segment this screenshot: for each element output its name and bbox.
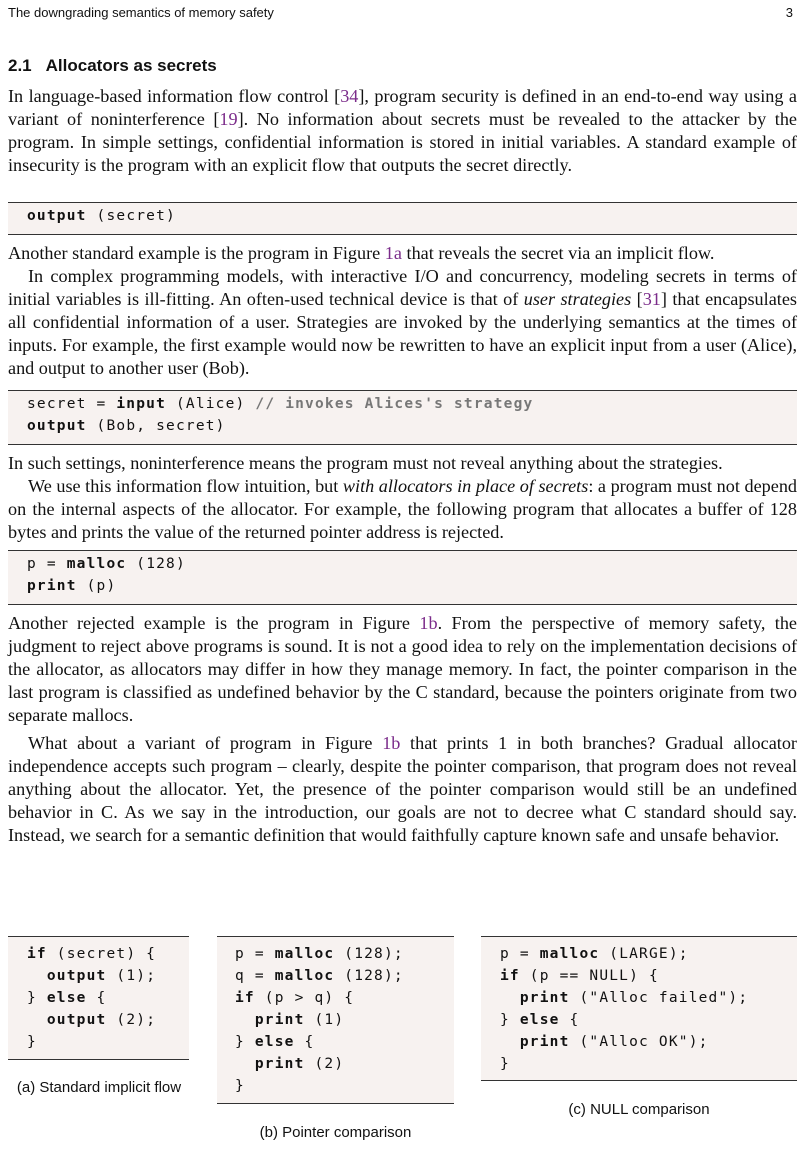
code-line: output (1); xyxy=(46,968,157,984)
code-line: } else { xyxy=(27,990,107,1006)
figure-a-code xyxy=(8,936,189,1060)
figure-ref-link[interactable]: 1b xyxy=(419,613,438,633)
section-heading xyxy=(8,56,217,76)
code-line: secret = input (Alice) // invokes Alices's strategy xyxy=(27,396,534,412)
code-line: } else { xyxy=(235,1034,315,1050)
section-number: 2.1 xyxy=(8,56,32,75)
citation-link[interactable]: 31 xyxy=(642,289,661,309)
citation-link[interactable]: 34 xyxy=(340,86,359,106)
code-line: p = malloc (128); xyxy=(235,946,404,962)
figure-c-code xyxy=(481,936,797,1081)
code-line: output (Bob, secret) xyxy=(27,418,226,434)
paragraph-1: In language-based information flow control [34], program security is defined in an end-to-end way using a variant of noninterference [19]. No information about secrets must be revealed to the attacker by the program. In simple settings, confidential information is stored in initial variables. A standard example of insecurity is the program with an explicit flow that outputs the secret directly. xyxy=(8,86,797,175)
running-head xyxy=(8,5,793,20)
code-block-2 xyxy=(8,390,797,445)
paragraph-2: Another standard example is the program in Figure 1a that reveals the secret via an implicit flow. xyxy=(8,243,715,263)
code-line: print (2) xyxy=(254,1056,345,1072)
code-line: print ("Alloc OK"); xyxy=(519,1034,709,1050)
code-line: } xyxy=(235,1078,245,1094)
figure-ref-link[interactable]: 1b xyxy=(382,733,401,753)
code-block-3 xyxy=(8,550,797,605)
code-line: } else { xyxy=(500,1012,580,1028)
figure-ref-link[interactable]: 1a xyxy=(384,243,402,263)
figure-b-code xyxy=(217,936,454,1104)
page-number: 3 xyxy=(785,5,793,20)
running-title: The downgrading semantics of memory safety xyxy=(8,5,274,20)
code-line: q = malloc (128); xyxy=(235,968,404,984)
paragraph-6: Another rejected example is the program in Figure 1b. From the perspective of memory safety, the judgment to reject above programs is sound. It is not a good idea to rely on the implementation decisions of the allocator, as allocators may differ in how they manage memory. In fact, the pointer comparison in the last program is classified as undefined behavior by the C standard, because the pointers originate from two separate mallocs. xyxy=(8,613,797,725)
code-line: output (2); xyxy=(46,1012,157,1028)
code-line: print (p) xyxy=(27,578,117,594)
code-line: if (p > q) { xyxy=(235,990,355,1006)
figure-c-caption: (c) NULL comparison xyxy=(568,1101,710,1118)
code-line: if (secret) { xyxy=(27,946,157,962)
citation-link[interactable]: 19 xyxy=(219,109,238,129)
paragraph-7: What about a variant of program in Figure 1b that prints 1 in both branches? Gradual allocator independence accepts such program – clearly, despite the pointer comparison, that program does not reveal anything about the allocator. Yet, the presence of the pointer comparison would still be an undefined behavior in C. As we say in the introduction, our goals are not to decree what C standard should say. Instead, we search for a semantic definition that would faithfully capture known safe and unsafe behavior. xyxy=(8,733,797,845)
code-line: } xyxy=(27,1034,37,1050)
code-line: output (secret) xyxy=(27,208,176,224)
code-line: p = malloc (128) xyxy=(27,556,186,572)
code-line: } xyxy=(500,1056,510,1072)
paragraph-3: In complex programming models, with interactive I/O and concurrency, modeling secrets in terms of initial variables is ill-fitting. An often-used technical device is that of user strategies [31] that encapsulates all confidential information of a user. Strategies are invoked by the underlying semantics at the times of inputs. For example, the first example would now be rewritten to have an explicit input from a user (Alice), and output to another user (Bob). xyxy=(8,266,797,378)
code-line: print ("Alloc failed"); xyxy=(519,990,749,1006)
paragraph-4: In such settings, noninterference means the program must not reveal anything about the strategies. xyxy=(8,453,723,473)
code-line: p = malloc (LARGE); xyxy=(500,946,689,962)
code-line: print (1) xyxy=(254,1012,345,1028)
paragraph-5: We use this information flow intuition, but with allocators in place of secrets: a program must not depend on the internal aspects of the allocator. For example, the following program that allocates a buffer of 128 bytes and prints the value of the returned pointer address is rejected. xyxy=(8,476,798,542)
code-line: if (p == NULL) { xyxy=(500,968,659,984)
code-block-1 xyxy=(8,202,797,235)
figure-a-caption: (a) Standard implicit flow xyxy=(16,1079,182,1096)
section-title: Allocators as secrets xyxy=(45,56,217,75)
figure-b-caption: (b) Pointer comparison xyxy=(259,1124,412,1141)
